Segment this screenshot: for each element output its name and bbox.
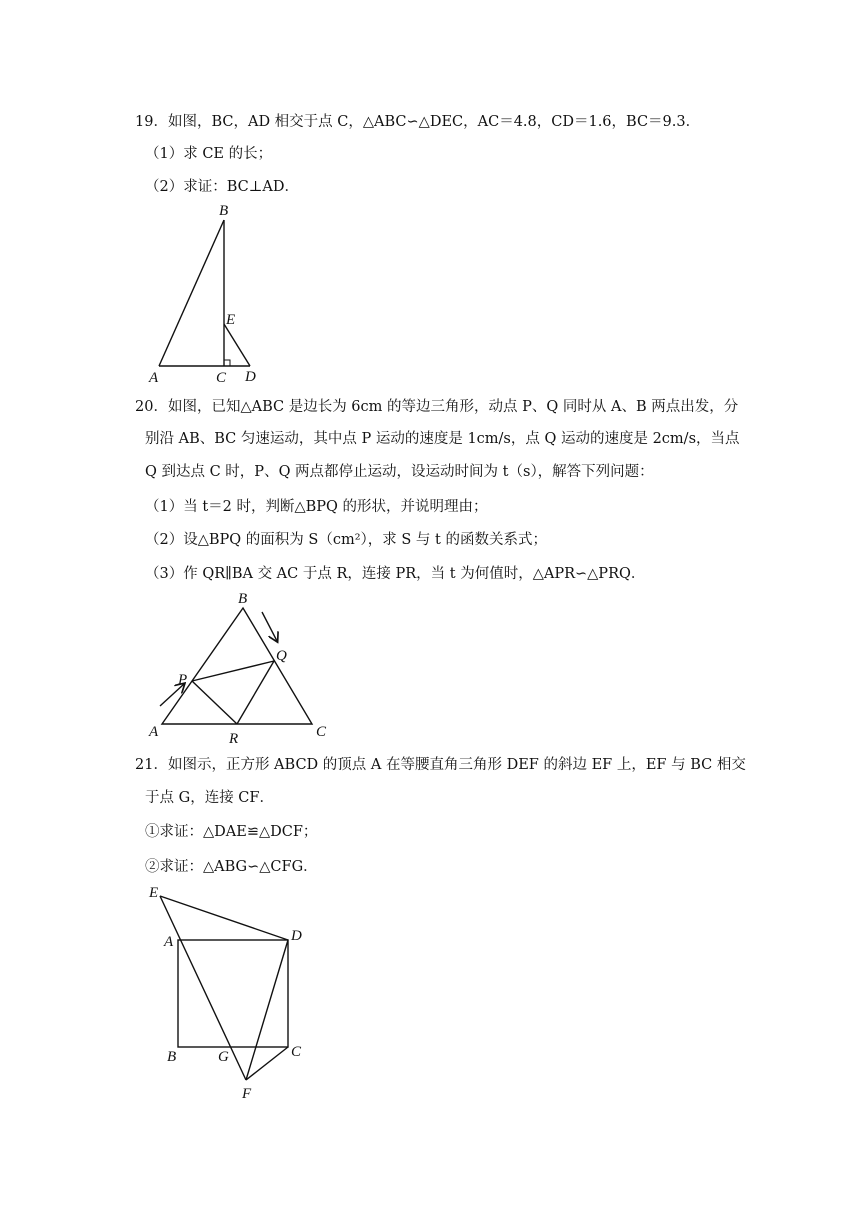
q21-line1 — [135, 755, 746, 775]
q20-label-b: B — [238, 591, 248, 607]
q21-label-a: A — [164, 934, 174, 950]
q20-line3: Q 到达点 C 时，P、Q 两点都停止运动，设运动时间为 t（s），解答下列问题： — [145, 464, 654, 480]
q19-label-c: C — [216, 370, 227, 385]
q21-line2: 于点 G，连接 CF． — [145, 790, 274, 806]
q19-stem-text: 如图，BC，AD 相交于点 C，△ABC∽△DEC，AC＝4.8，CD＝1.6，BC＝9.3． — [167, 114, 701, 130]
q20-number: 20． — [135, 399, 168, 415]
q21-label-d: D — [291, 928, 302, 944]
q20-line1 — [135, 397, 738, 417]
q19-label-a: A — [149, 370, 159, 385]
q21-label-e: E — [149, 885, 159, 901]
q19-label-d: D — [245, 369, 256, 385]
q21-part2: ②求证：△ABG∽△CFG． — [145, 859, 318, 875]
q19-label-e: E — [226, 312, 236, 328]
q20-label-p: P — [178, 672, 188, 688]
q20-label-q: Q — [276, 648, 287, 664]
q20-label-c: C — [316, 724, 327, 740]
q21-label-c: C — [291, 1044, 302, 1060]
q21-figure — [140, 880, 340, 1105]
q21-line1-text: 如图示，正方形 ABCD 的顶点 A 在等腰直角三角形 DEF 的斜边 EF 上，EF 与 BC 相交 — [167, 757, 746, 773]
q20-part2: （2）设△BPQ 的面积为 S（cm²），求 S 与 t 的函数关系式； — [145, 532, 547, 548]
q21-label-b: B — [167, 1049, 177, 1065]
q21-label-g: G — [218, 1049, 229, 1065]
q21-number: 21． — [135, 757, 168, 773]
q19-figure — [140, 200, 280, 385]
q19-label-b: B — [219, 203, 229, 219]
q21-label-f: F — [242, 1086, 252, 1102]
q20-figure — [140, 588, 340, 748]
q20-label-a: A — [149, 724, 159, 740]
q20-part3: （3）作 QR∥BA 交 AC 于点 R，连接 PR，当 t 为何值时，△APR∽△PRQ． — [145, 566, 646, 582]
q19-number: 19． — [135, 114, 168, 130]
q20-part1: （1）当 t＝2 时，判断△BPQ 的形状，并说明理由； — [145, 499, 488, 515]
q20-line1-text: 如图，已知△ABC 是边长为 6cm 的等边三角形，动点 P、Q 同时从 A、B 两点出发，分 — [167, 399, 739, 415]
q19-part2: （2）求证：BC⊥AD． — [145, 179, 299, 195]
q19-part1: （1）求 CE 的长； — [145, 146, 273, 162]
q21-part1: ①求证：△DAE≌△DCF； — [145, 824, 318, 840]
q19-stem — [135, 112, 700, 132]
q20-line2: 别沿 AB、BC 匀速运动，其中点 P 运动的速度是 1cm/s，点 Q 运动的速度是 2cm/s，当点 — [145, 431, 740, 447]
q20-label-r: R — [229, 731, 239, 747]
